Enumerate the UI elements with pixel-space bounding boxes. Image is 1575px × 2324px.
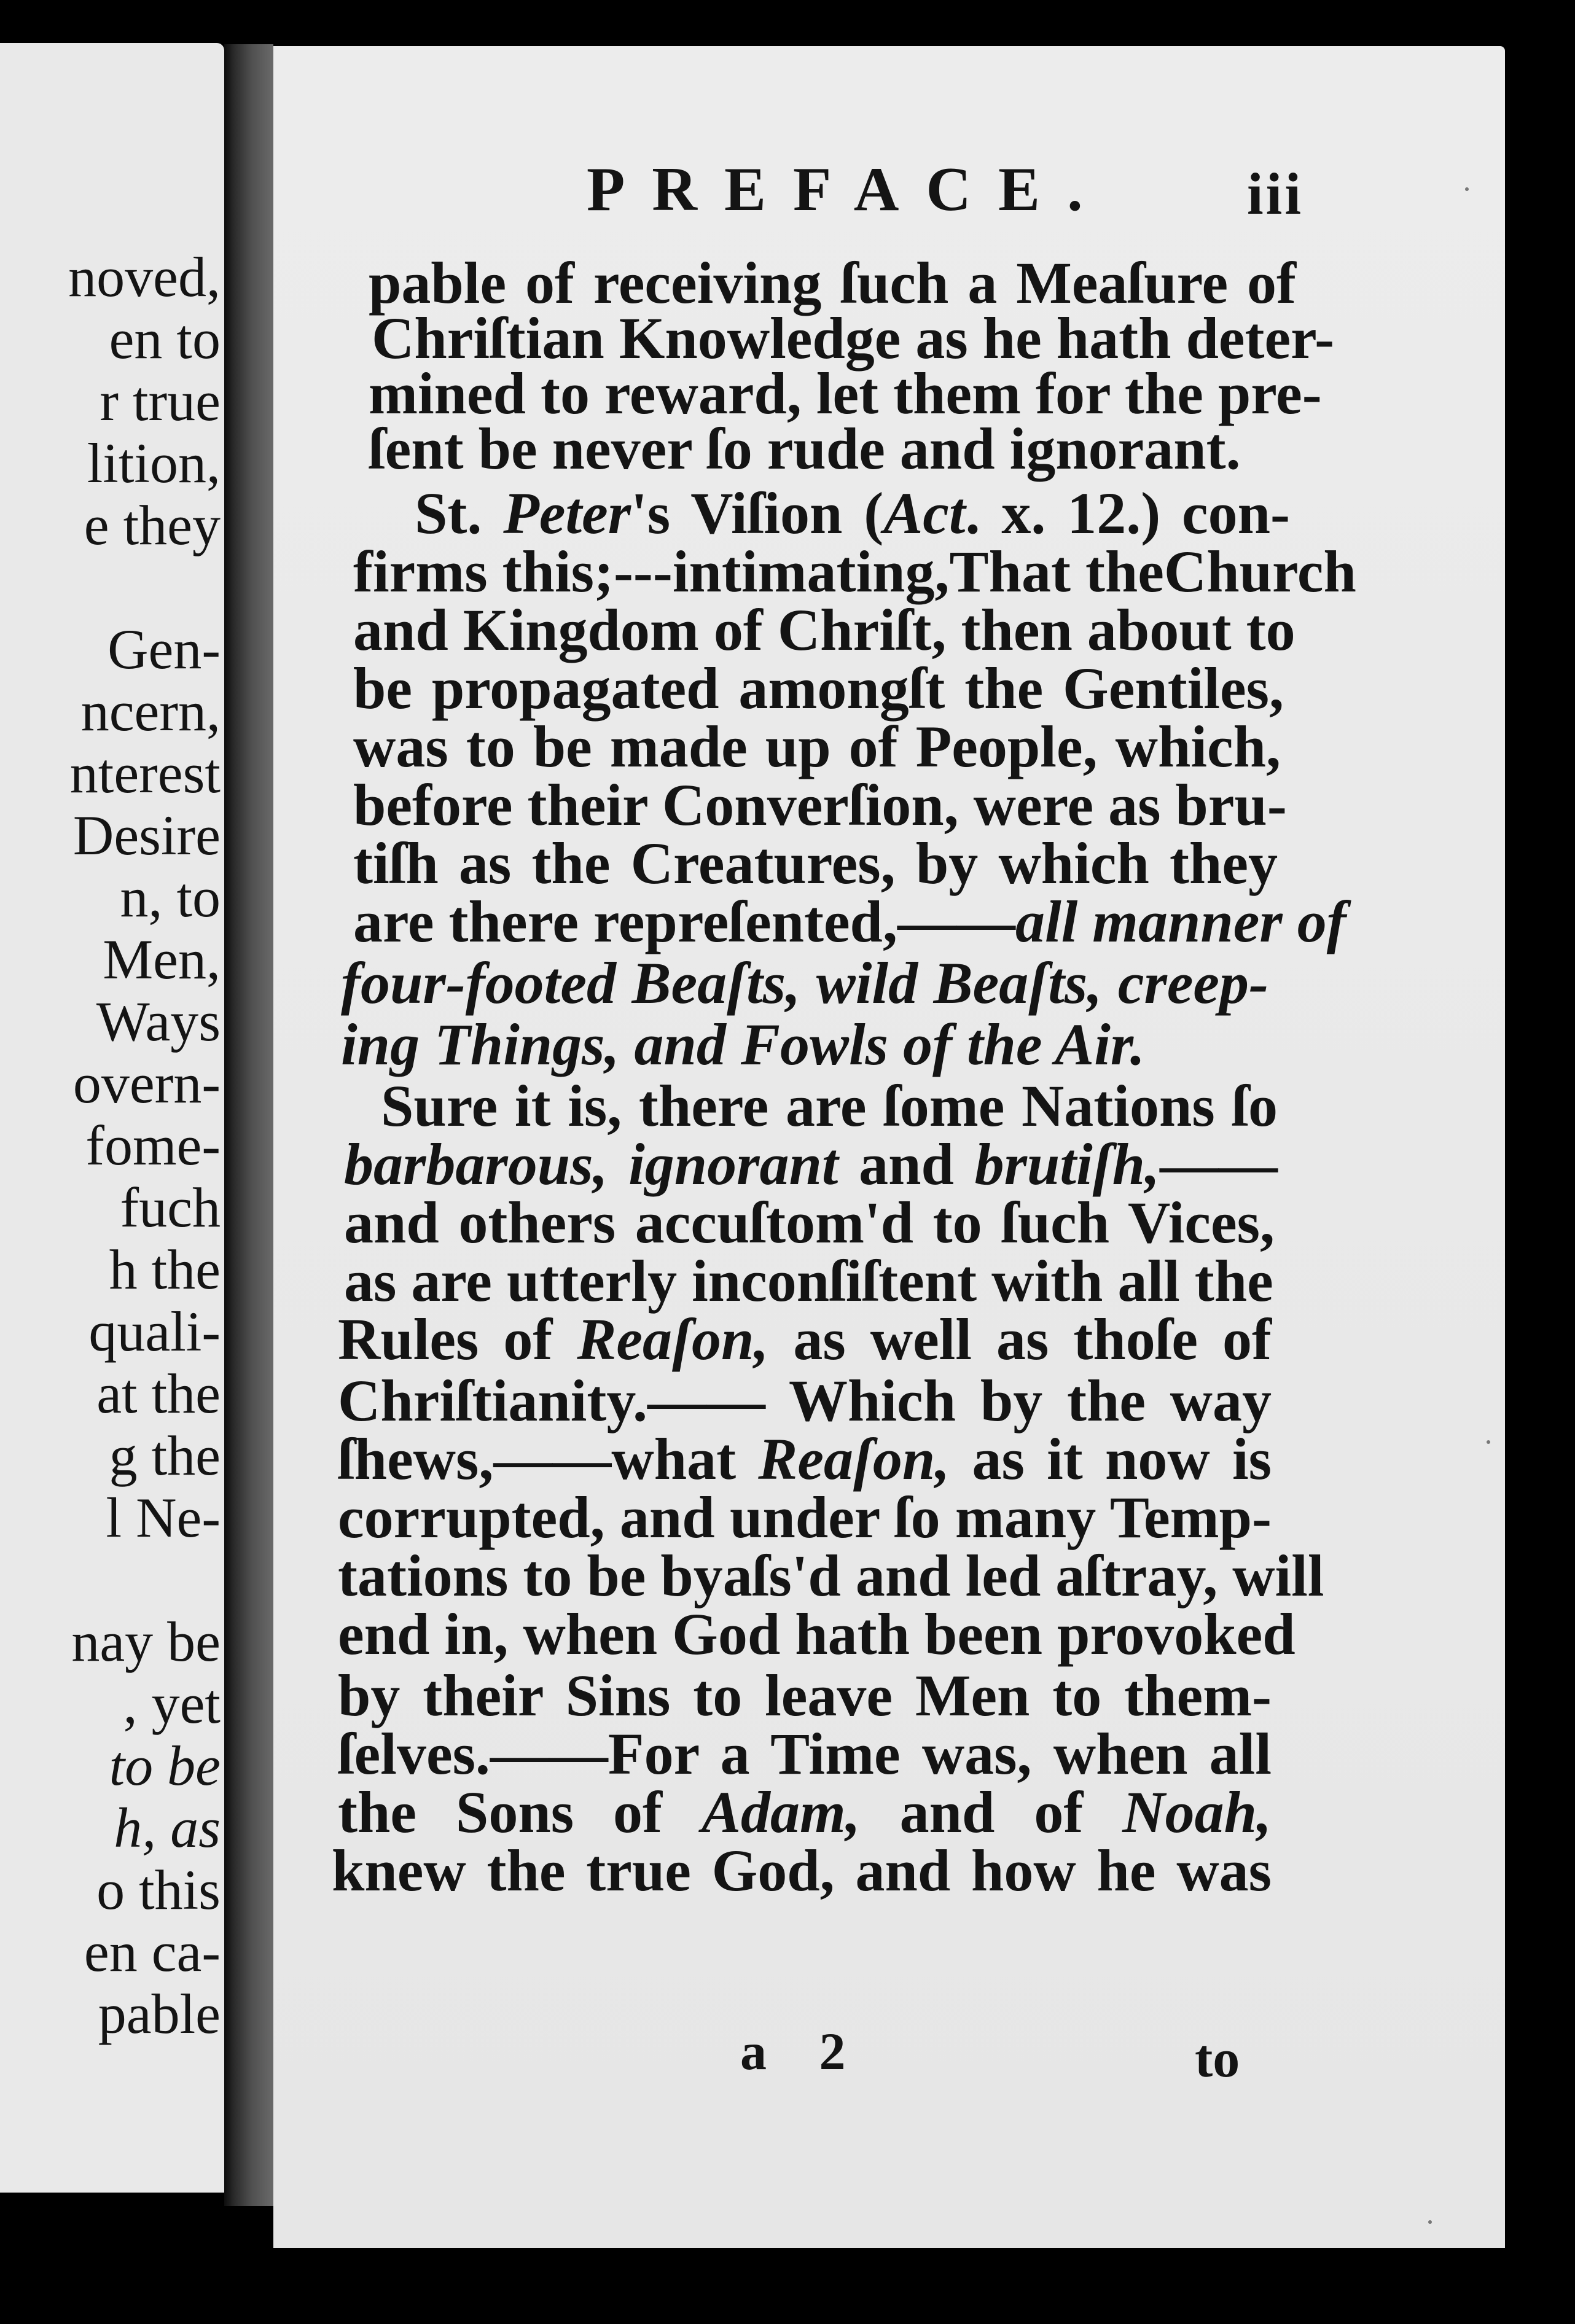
page-header bbox=[273, 154, 1505, 233]
facing-page-line: pable bbox=[98, 1983, 221, 2045]
text-line: corrupted, and under ſo many Temp- bbox=[338, 1484, 1272, 1550]
text-line: mined to reward, let them for the pre- bbox=[369, 361, 1322, 426]
facing-page-line: at the bbox=[96, 1362, 221, 1425]
facing-page-line: , yet bbox=[123, 1672, 221, 1735]
text-line: barbarous, ignorant and brutiſh,—— bbox=[344, 1131, 1278, 1197]
text-line: are there repreſented,——all manner of bbox=[353, 889, 1346, 954]
page-footer bbox=[273, 2021, 1505, 2094]
text-line: end in, when God hath been provoked bbox=[338, 1601, 1296, 1667]
text-line: and others accuſtom'd to ſuch Vices, bbox=[344, 1190, 1275, 1255]
text-line: firms this;---intimating,That theChurch bbox=[353, 539, 1356, 604]
text-line: the Sons of Adam, and of Noah, bbox=[338, 1779, 1272, 1845]
text-line: be propagated amongſt the Gentiles, bbox=[353, 655, 1284, 721]
facing-page-line: en ca- bbox=[84, 1920, 221, 1983]
paper-speck bbox=[1487, 1440, 1490, 1444]
facing-page-left bbox=[0, 43, 224, 2193]
text-line: four-footed Beaſts, wild Beaſts, creep- bbox=[341, 950, 1268, 1016]
facing-page-line: o this bbox=[96, 1858, 221, 1921]
text-line: ing Things, and Fowls of the Air. bbox=[341, 1012, 1145, 1077]
text-line: pable of receiving ſuch a Meaſure of bbox=[369, 250, 1296, 316]
text-line: tiſh as the Creatures, by which they bbox=[353, 830, 1278, 896]
facing-page-line: nterest bbox=[69, 742, 221, 805]
facing-page-line: lition, bbox=[87, 432, 221, 494]
facing-page-line: h, as bbox=[114, 1796, 221, 1859]
page-iii bbox=[273, 46, 1505, 2248]
facing-page-line: to be bbox=[109, 1734, 221, 1797]
paper-speck bbox=[1428, 2220, 1432, 2224]
facing-page-line: fome- bbox=[85, 1114, 221, 1177]
running-head: PREFACE. bbox=[587, 155, 1110, 224]
text-line: as are utterly inconſiſtent with all the bbox=[344, 1248, 1273, 1314]
text-line: ſhews,——what Reaſon, as it now is bbox=[338, 1426, 1272, 1492]
text-line: tations to be byaſs'd and led aſtray, will bbox=[338, 1543, 1324, 1608]
facing-page-line: ncern, bbox=[80, 680, 221, 743]
facing-page-line: Men, bbox=[103, 928, 221, 991]
paper-speck bbox=[1465, 187, 1469, 191]
book-gutter bbox=[224, 44, 273, 2206]
catchword: to bbox=[1195, 2029, 1240, 2089]
text-line: before their Converſion, were as bru- bbox=[353, 772, 1287, 838]
facing-page-line: e they bbox=[84, 494, 221, 556]
facing-page-line: Ways bbox=[96, 990, 221, 1053]
text-line: by their Sins to leave Men to them- bbox=[338, 1663, 1272, 1728]
facing-page-line: Desire bbox=[72, 804, 221, 867]
facing-page-line: Gen- bbox=[107, 618, 221, 680]
facing-page-line: n, to bbox=[120, 866, 221, 929]
text-line: Rules of Reaſon, as well as thoſe of bbox=[338, 1306, 1272, 1372]
text-line: and Kingdom of Chriſt, then about to bbox=[353, 597, 1296, 663]
text-line: Chriſtianity.—— Which by the way bbox=[338, 1368, 1272, 1433]
text-line: was to be made up of People, which, bbox=[353, 714, 1281, 779]
text-line: ſent be never ſo rude and ignorant. bbox=[369, 416, 1241, 482]
facing-page-line: r true bbox=[100, 370, 221, 432]
text-line: knew the true God, and how he was bbox=[332, 1838, 1272, 1903]
facing-page-line: nay be bbox=[71, 1610, 221, 1673]
text-line: Chriſtian Knowledge as he hath deter- bbox=[372, 305, 1335, 371]
page-number: iii bbox=[1247, 161, 1304, 227]
signature-mark: a 2 bbox=[740, 2022, 866, 2081]
text-line: St. Peter's Viſion (Act. x. 12.) con- bbox=[415, 480, 1290, 546]
facing-page-line: g the bbox=[109, 1424, 221, 1487]
text-line: Sure it is, there are ſome Nations ſo bbox=[381, 1073, 1278, 1139]
facing-page-line: noved, bbox=[68, 246, 221, 308]
facing-page-line: en to bbox=[109, 308, 221, 370]
facing-page-line: quali- bbox=[88, 1300, 221, 1363]
facing-page-line: fuch bbox=[120, 1176, 221, 1239]
text-line: ſelves.——For a Time was, when all bbox=[338, 1721, 1272, 1787]
facing-page-line: h the bbox=[109, 1238, 221, 1301]
facing-page-line: l Ne- bbox=[106, 1486, 221, 1549]
facing-page-line: overn- bbox=[72, 1052, 221, 1115]
